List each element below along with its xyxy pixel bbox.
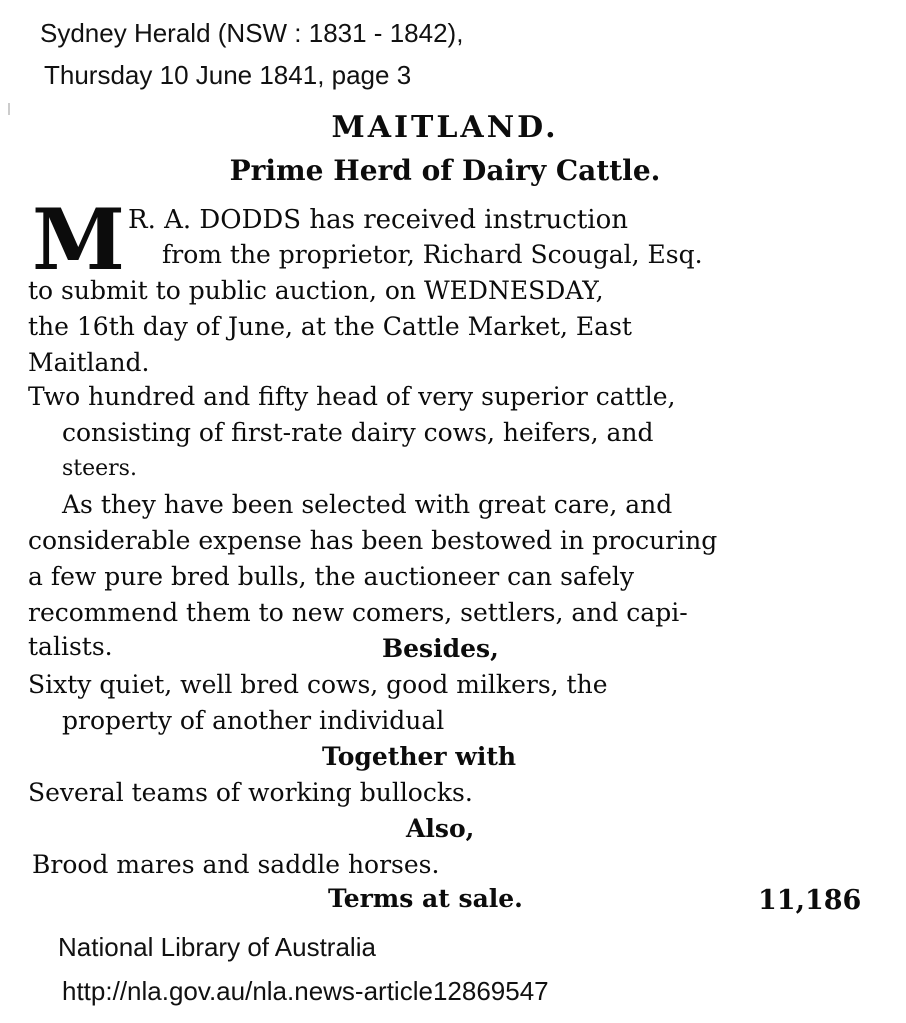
drop-cap: M <box>32 190 125 289</box>
article-line: talists. <box>28 632 113 661</box>
article-line: from the proprietor, Richard Scougal, Esq. <box>162 240 703 269</box>
article-line: As they have been selected with great care, and <box>62 490 673 519</box>
newspaper-clipping <box>22 108 868 928</box>
article-line: Two hundred and fifty head of very superior cattle, <box>28 382 676 411</box>
ad-number: 11,186 <box>758 885 862 916</box>
article-line-terms: Terms at sale. <box>328 884 523 913</box>
article-line-together: Together with <box>322 742 517 771</box>
article-line: considerable expense has been bestowed in procuring <box>28 526 718 555</box>
article-line: recommend them to new comers, settlers, and capi- <box>28 598 688 627</box>
article-line: Maitland. <box>28 348 150 377</box>
article-line: consisting of first-rate dairy cows, heifers, and <box>62 418 654 447</box>
article-line: Sixty quiet, well bred cows, good milkers, the <box>28 670 608 699</box>
article-line: property of another individual <box>62 706 445 735</box>
article-line: Several teams of working bullocks. <box>28 778 473 807</box>
source-publication: Sydney Herald (NSW : 1831 - 1842), <box>40 18 464 48</box>
article-title: MAITLAND. <box>331 110 559 145</box>
article-line: R. A. DODDS has received instruction <box>128 205 629 235</box>
credit-url[interactable]: http://nla.gov.au/nla.news-article12869547 <box>62 976 549 1006</box>
article-line: Brood mares and saddle horses. <box>32 850 440 879</box>
article-line: steers. <box>62 456 137 481</box>
article-line-besides: Besides, <box>382 634 499 663</box>
source-date-page: Thursday 10 June 1841, page 3 <box>44 60 412 90</box>
scan-mark <box>8 103 10 115</box>
article-subtitle: Prime Herd of Dairy Cattle. <box>229 154 661 187</box>
credit-library: National Library of Australia <box>58 932 376 962</box>
article-line: to submit to public auction, on WEDNESDAY, <box>28 276 604 305</box>
article-line: the 16th day of June, at the Cattle Market, East <box>28 312 632 341</box>
article-line: a few pure bred bulls, the auctioneer can safely <box>28 562 634 591</box>
article-line-also: Also, <box>406 814 475 843</box>
